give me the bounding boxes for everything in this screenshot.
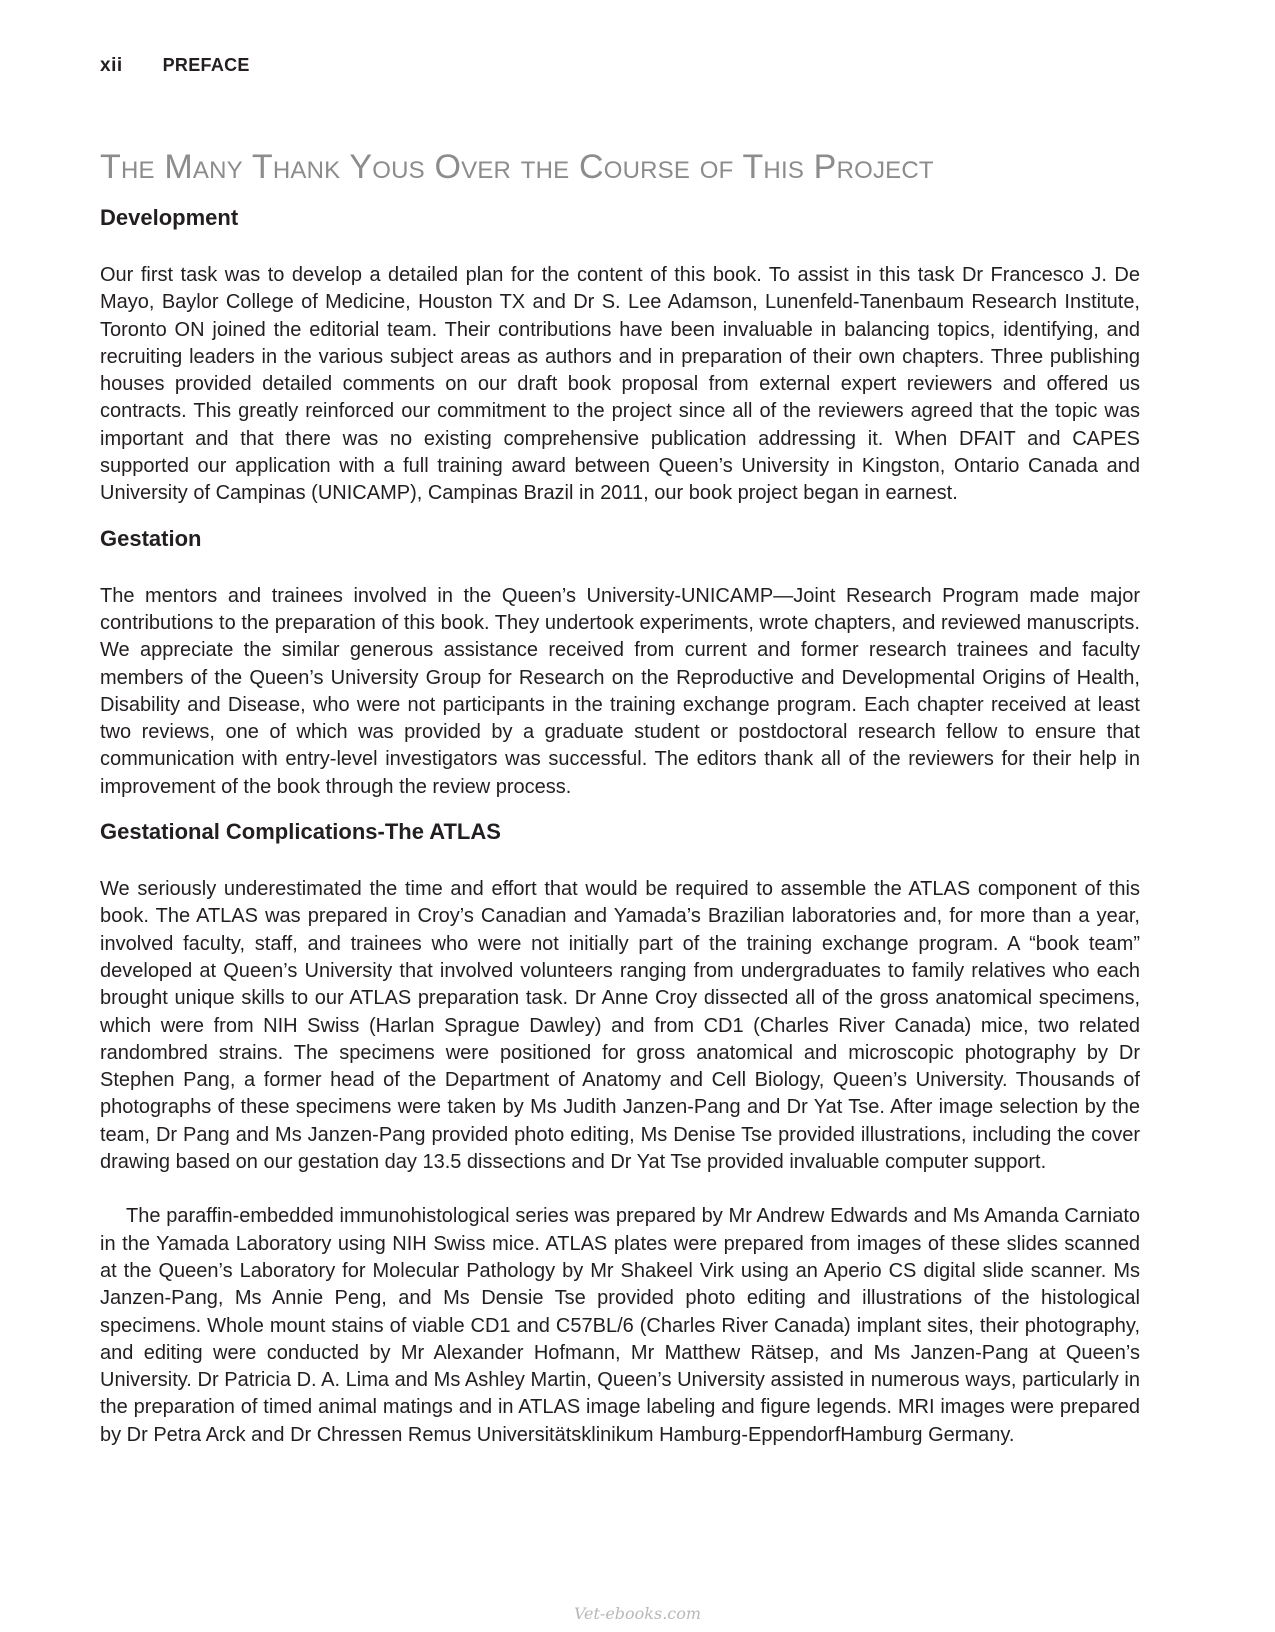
body-text	[100, 203, 1140, 1449]
atlas-heading: Gestational Complications-The ATLAS	[100, 819, 501, 845]
section-title: The Many Thank Yous Over the Course of This Project	[100, 148, 934, 186]
running-title: PREFACE	[162, 55, 250, 75]
atlas-paragraph-2: The paraffin-embedded immunohistological series was prepared by Mr Andrew Edwards and Ms Amanda Carniato in the Yamada Laboratory using NIH Swiss mice. ATLAS plates were prepared from images of these slides scanned at the Queen’s Laboratory for Molecular Pathology by Mr Shakeel Virk using an Aperio CS digital slide scanner. Ms Janzen-Pang, Ms Annie Peng, and Ms Densie Tse provided photo editing and illustrations of the histological specimens. Whole mount stains of viable CD1 and C57BL/6 (Charles River Canada) implant sites, their photography, and editing were conducted by Mr Alexander Hofmann, Mr Matthew Rätsep, and Ms Janzen-Pang at Queen’s University. Dr Patricia D. A. Lima and Ms Ashley Martin, Queen’s University assisted in numerous ways, particularly in the preparation of timed animal matings and in ATLAS image labeling and figure legends. MRI images were prepared by Dr Petra Arck and Dr Chressen Remus Universitätsklinikum Hamburg-EppendorfHamburg Germany.	[100, 1205, 1140, 1446]
watermark-logo: Vet-ebooks.com	[573, 1604, 702, 1623]
gestation-heading: Gestation	[100, 525, 202, 551]
development-heading: Development	[100, 205, 239, 230]
running-head	[100, 55, 250, 77]
page-number: xii	[100, 55, 123, 76]
atlas-paragraph-1: We seriously underestimated the time and effort that would be required to assemble the ATLAS component of this book. The ATLAS was prepared in Croy’s Canadian and Yamada’s Brazilian laboratories and, for more than a year, involved faculty, staff, and trainees who were not initially part of the training exchange program. A “book team” developed at Queen’s University that involved volunteers ranging from undergraduates to family relatives who each brought unique skills to our ATLAS preparation task. Dr Anne Croy dissected all of the gross anatomical specimens, which were from NIH Swiss (Harlan Sprague Dawley) and from CD1 (Charles River Canada) mice, two related randombred strains. The specimens were positioned for gross anatomical and microscopic photography by Dr Stephen Pang, a former head of the Department of Anatomy and Cell Biology, Queen’s University. Thousands of photographs of these specimens were taken by Ms Judith Janzen-Pang and Dr Yat Tse. After image selection by the team, Dr Pang and Ms Janzen-Pang provided photo editing, Ms Denise Tse provided illustrations, including the cover drawing based on our gestation day 13.5 dissections and Dr Yat Tse provided invaluable computer support.	[100, 878, 1140, 1174]
development-paragraph: Our first task was to develop a detailed plan for the content of this book. To assist in this task Dr Francesco J. De Mayo, Baylor College of Medicine, Houston TX and Dr S. Lee Adamson, Lunenfeld-Tanenbaum Research Institute, Toronto ON joined the editorial team. Their contributions have been invaluable in balancing topics, identifying, and recruiting leaders in the various subject areas as authors and in preparation of their own chapters. Three publishing houses provided detailed comments on our draft book proposal from external expert reviewers and offered us contracts. This greatly reinforced our commitment to the project since all of the reviewers agreed that the topic was important and that there was no existing comprehensive publication addressing it. When DFAIT and CAPES supported our application with a full training award between Queen’s University in Kingston, Ontario Canada and University of Campinas (UNICAMP), Campinas Brazil in 2011, our book project began in earnest.	[100, 264, 1140, 505]
gestation-paragraph: The mentors and trainees involved in the Queen’s University-UNICAMP—Joint Research Program made major contributions to the preparation of this book. They undertook experiments, wrote chapters, and reviewed manuscripts. We appreciate the similar generous assistance received from current and former research trainees and faculty members of the Queen’s University Group for Research on the Reproductive and Developmental Origins of Health, Disability and Disease, who were not participants in the training exchange program. Each chapter received at least two reviews, one of which was provided by a graduate student or postdoctoral research fellow to ensure that communication with entry-level investigators was successful. The editors thank all of the reviewers for their help in improvement of the book through the review process.	[100, 584, 1140, 798]
